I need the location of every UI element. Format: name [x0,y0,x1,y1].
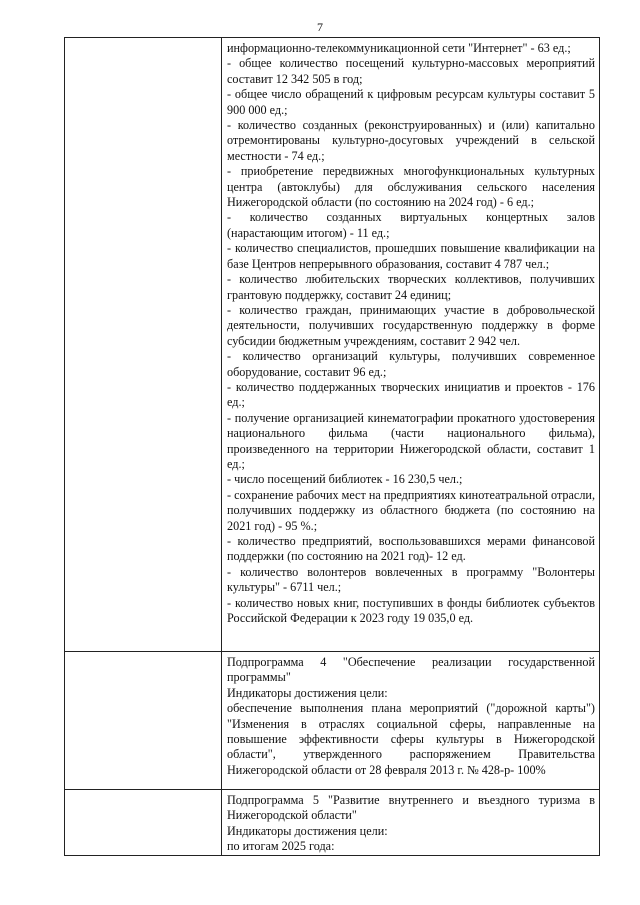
table-cell-indicators [222,38,600,652]
indicator-line: - получение организацией кинематографии прокатного удостоверения национального фильма (части национального фильма), произведенного на территории Нижегородской области, составит 1 ед.; [227,410,595,471]
cell-text [222,790,599,855]
table-row [65,790,600,856]
table-row [65,38,600,652]
indicator-line: - количество поддержанных творческих инициатив и проектов - 176 ед.; [227,379,595,410]
table-cell-subprogram-5 [222,790,600,856]
subprogram-title: Подпрограмма 5 "Развитие внутреннего и въездного туризма в Нижегородской области" [227,793,595,823]
table-cell-subprogram-4 [222,652,600,790]
indicator-line: - количество любительских творческих коллективов, получивших грантовую поддержку, составит 24 единиц; [227,272,595,302]
table-row [65,652,600,790]
indicator-line: - общее количество посещений культурно-массовых мероприятий составит 12 342 505 в год; [227,56,595,86]
table-cell-empty [65,652,222,790]
indicator-line: - приобретение передвижных многофункциональных культурных центра (автоклубы) для обслуживания сельского населения Нижегородской области (по состоянию на 2024 год) - 6 ед.; [227,164,595,210]
indicator-line: информационно-телекоммуникационной сети "Интернет" - 63 ед.; [227,41,571,55]
page-number: 7 [317,20,323,34]
indicator-line: обеспечение выполнения плана мероприятий ("дорожной карты") "Изменения в отраслях социальной сферы, направленные на повышение эффективности сферы культуры в Нижегородской области", утвержденного распоряжением Правительства Нижегородской области от 28 февраля 2013 г. № 428-р- 100% [227,701,595,777]
indicator-line: - количество граждан, принимающих участие в добровольческой деятельности, получивших государственную поддержку в форме субсидии бюджетным учреждениям, составит 2 942 чел. [227,302,595,348]
table-cell-empty [65,38,222,652]
indicators-heading: Индикаторы достижения цели: [227,685,388,700]
indicator-line: - количество созданных виртуальных концертных залов (нарастающим итогом) - 11 ед.; [227,210,595,240]
indicator-line: - количество созданных (реконструированных) и (или) капитально отремонтированы культурно-досуговых учреждений в сельской местности - 74 ед.; [227,118,595,163]
indicator-line: - количество новых книг, поступивших в фонды библиотек субъектов Российской Федерации к 2023 году 19 035,0 ед. [227,595,595,626]
table-cell-empty [65,790,222,856]
indicators-heading: Индикаторы достижения цели: [227,823,388,838]
indicator-line: - сохранение рабочих мест на предприятиях кинотеатральной отрасли, получивших поддержку из областного бюджета (по состоянию на 2021 год) - 95 %.; [227,487,595,533]
indicator-line: - количество специалистов, прошедших повышение квалификации на базе Центров непрерывного образования, составит 4 787 чел.; [227,241,595,271]
indicator-line: - количество предприятий, воспользовавшихся мерами финансовой поддержки (по состоянию на 2021 год)- 12 ед. [227,534,595,564]
cell-text [222,38,599,626]
indicators-table [64,37,600,856]
indicator-line: - число посещений библиотек - 16 230,5 чел.; [227,472,463,487]
cell-text [222,652,599,778]
subprogram-title: Подпрограмма 4 "Обеспечение реализации государственной программы" [227,655,595,685]
indicator-line: - общее число обращений к цифровым ресурсам культуры составит 5 900 000 ед.; [227,87,595,117]
indicator-line: - количество организаций культуры, получивших современное оборудование, составит 96 ед.; [227,349,595,379]
indicator-line: по итогам 2025 года: [227,839,335,854]
indicator-line: - количество волонтеров вовлеченных в программу "Волонтеры культуры" - 6711 чел.; [227,564,595,595]
